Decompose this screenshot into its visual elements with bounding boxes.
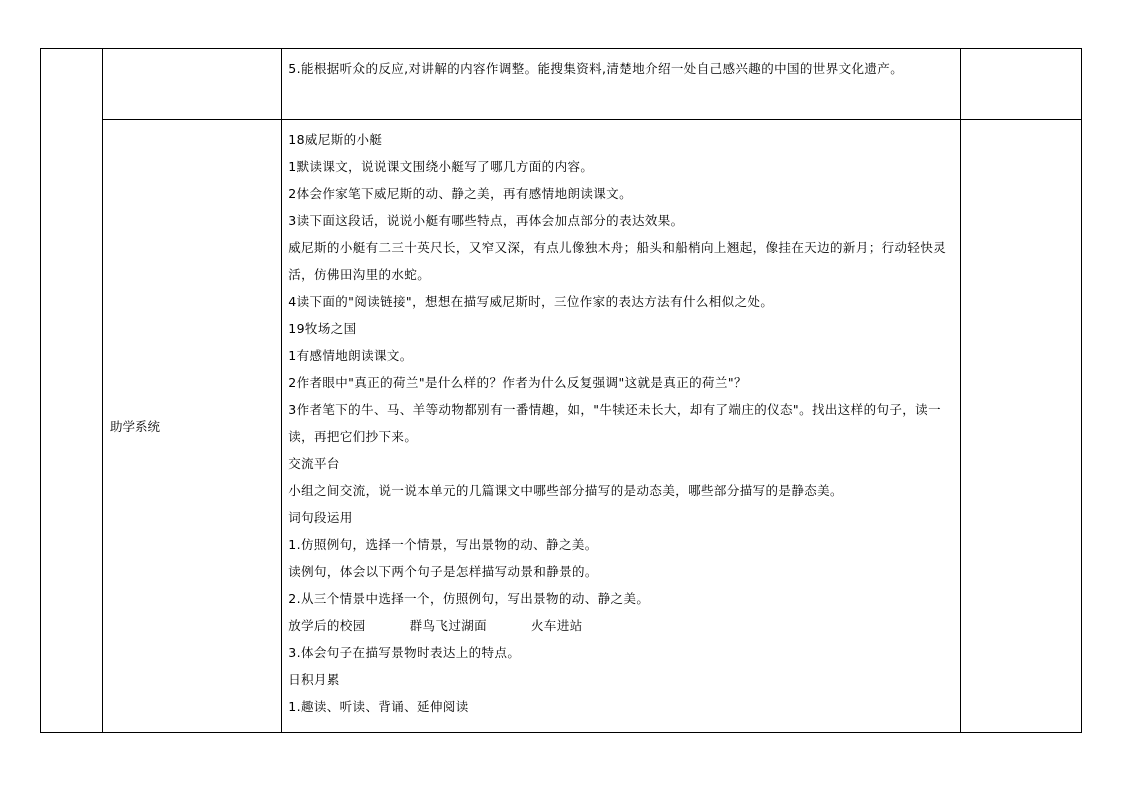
content-line: 4读下面的"阅读链接"，想想在描写威尼斯时，三位作家的表达方法有什么相似之处。 (288, 294, 774, 309)
content-cell (282, 120, 961, 733)
empty-cell (103, 49, 282, 120)
content-line: 词句段运用 (288, 510, 353, 525)
empty-cell (960, 49, 1081, 120)
scene-option: 火车进站 (531, 618, 583, 633)
content-line: 2.从三个情景中选择一个，仿照例句，写出景物的动、静之美。 (288, 591, 650, 606)
scene-option: 群鸟飞过湖面 (409, 618, 488, 633)
content-line: 2体会作家笔下威尼斯的动、静之美，再有感情地朗读课文。 (288, 186, 632, 201)
section-label: 助学系统 (103, 120, 282, 733)
content-line: 1.趣读、听读、背诵、延伸阅读 (288, 699, 469, 714)
objective-text: 5.能根据听众的反应,对讲解的内容作调整。能搜集资料,清楚地介绍一处自己感兴趣的中国的世界文化遗产。 (288, 61, 904, 76)
content-line: 日积月累 (288, 672, 340, 687)
table-row (41, 49, 1082, 120)
content-line: 3.体会句子在描写景物时表达上的特点。 (288, 645, 521, 660)
content-line: 1默读课文，说说课文围绕小艇写了哪几方面的内容。 (288, 159, 594, 174)
objective-cell (282, 49, 961, 120)
content-line: 1.仿照例句，选择一个情景，写出景物的动、静之美。 (288, 537, 598, 552)
table-row (41, 120, 1082, 733)
content-line: 小组之间交流，说一说本单元的几篇课文中哪些部分描写的是动态美，哪些部分描写的是静态美。 (288, 483, 843, 498)
content-line: 19牧场之国 (288, 321, 357, 336)
content-line: 交流平台 (288, 456, 340, 471)
scene-option: 放学后的校园 (288, 618, 366, 633)
lesson-plan-table (40, 48, 1082, 733)
content-line: 2作者眼中"真正的荷兰"是什么样的？作者为什么反复强调"这就是真正的荷兰"？ (288, 375, 747, 390)
content-line: 读例句，体会以下两个句子是怎样描写动景和静景的。 (288, 564, 598, 579)
content-line: 18威尼斯的小艇 (288, 132, 383, 147)
content-line: 威尼斯的小艇有二三十英尺长，又窄又深，有点儿像独木舟；船头和船梢向上翘起，像挂在天边的新月；行动轻快灵活，仿佛田沟里的水蛇。 (288, 240, 947, 282)
content-line: 1有感情地朗读课文。 (288, 348, 413, 363)
empty-cell (960, 120, 1081, 733)
scene-options (288, 612, 954, 639)
content-line: 3读下面这段话，说说小艇有哪些特点，再体会加点部分的表达效果。 (288, 213, 684, 228)
empty-cell (41, 49, 103, 733)
content-line: 3作者笔下的牛、马、羊等动物都别有一番情趣，如，"牛犊还未长大，却有了端庄的仪态"。找出这样的句子，读一读，再把它们抄下来。 (288, 402, 941, 444)
